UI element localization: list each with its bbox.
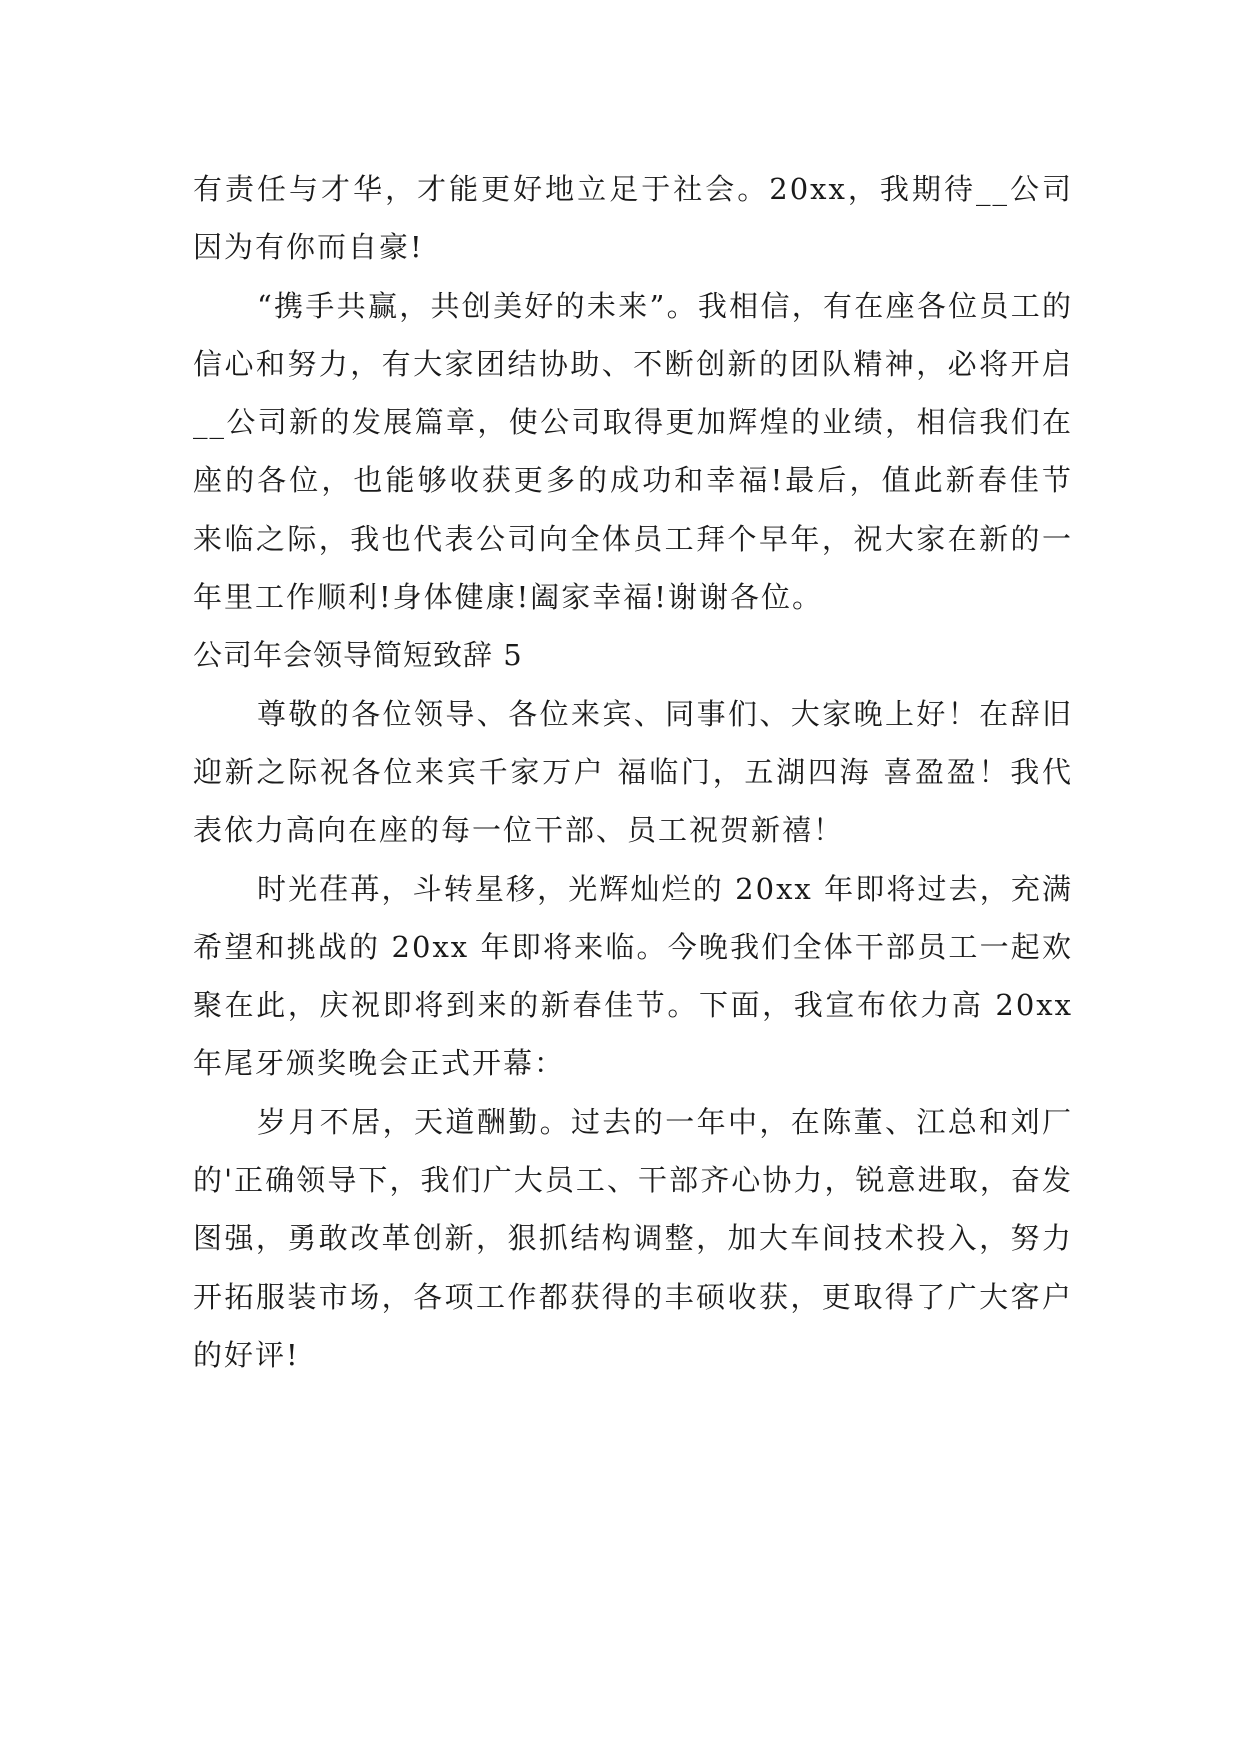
paragraph-1: 有责任与才华，才能更好地立足于社会。20xx，我期待__公司因为有你而自豪! — [193, 172, 1073, 265]
document-body — [193, 160, 1073, 1384]
paragraph-2: “携手共赢，共创美好的未来”。我相信，有在座各位员工的信心和努力，有大家团结协助、不断创新的团队精神，必将开启__公司新的发展篇章，使公司取得更加辉煌的业绩，相信我们在座的各位，也能够收获更多的成功和幸福!最后，值此新春佳节来临之际，我也代表公司向全体员工拜个早年，祝大家在新的一年里工作顺利!身体健康!阖家幸福!谢谢各位。 — [193, 288, 1073, 615]
paragraph-3: 尊敬的各位领导、各位来宾、同事们、大家晚上好！在辞旧迎新之际祝各位来宾千家万户 福临门，五湖四海 喜盈盈！我代表依力高向在座的每一位干部、员工祝贺新禧！ — [193, 696, 1073, 848]
paragraph-4: 时光荏苒，斗转星移，光辉灿烂的 20xx 年即将过去，充满希望和挑战的 20xx 年即将来临。今晚我们全体干部员工一起欢聚在此，庆祝即将到来的新春佳节。下面，我宣布依力高 20xx 年尾牙颁奖晚会正式开幕： — [193, 871, 1073, 1081]
section-heading: 公司年会领导简短致辞 5 — [193, 638, 523, 673]
paragraph-5: 岁月不居，天道酬勤。过去的一年中，在陈董、江总和刘厂的'正确领导下，我们广大员工、干部齐心协力，锐意进取，奋发图强，勇敢改革创新，狠抓结构调整，加大车间技术投入，努力开拓服装市场，各项工作都获得的丰硕收获，更取得了广大客户的好评! — [193, 1104, 1073, 1372]
